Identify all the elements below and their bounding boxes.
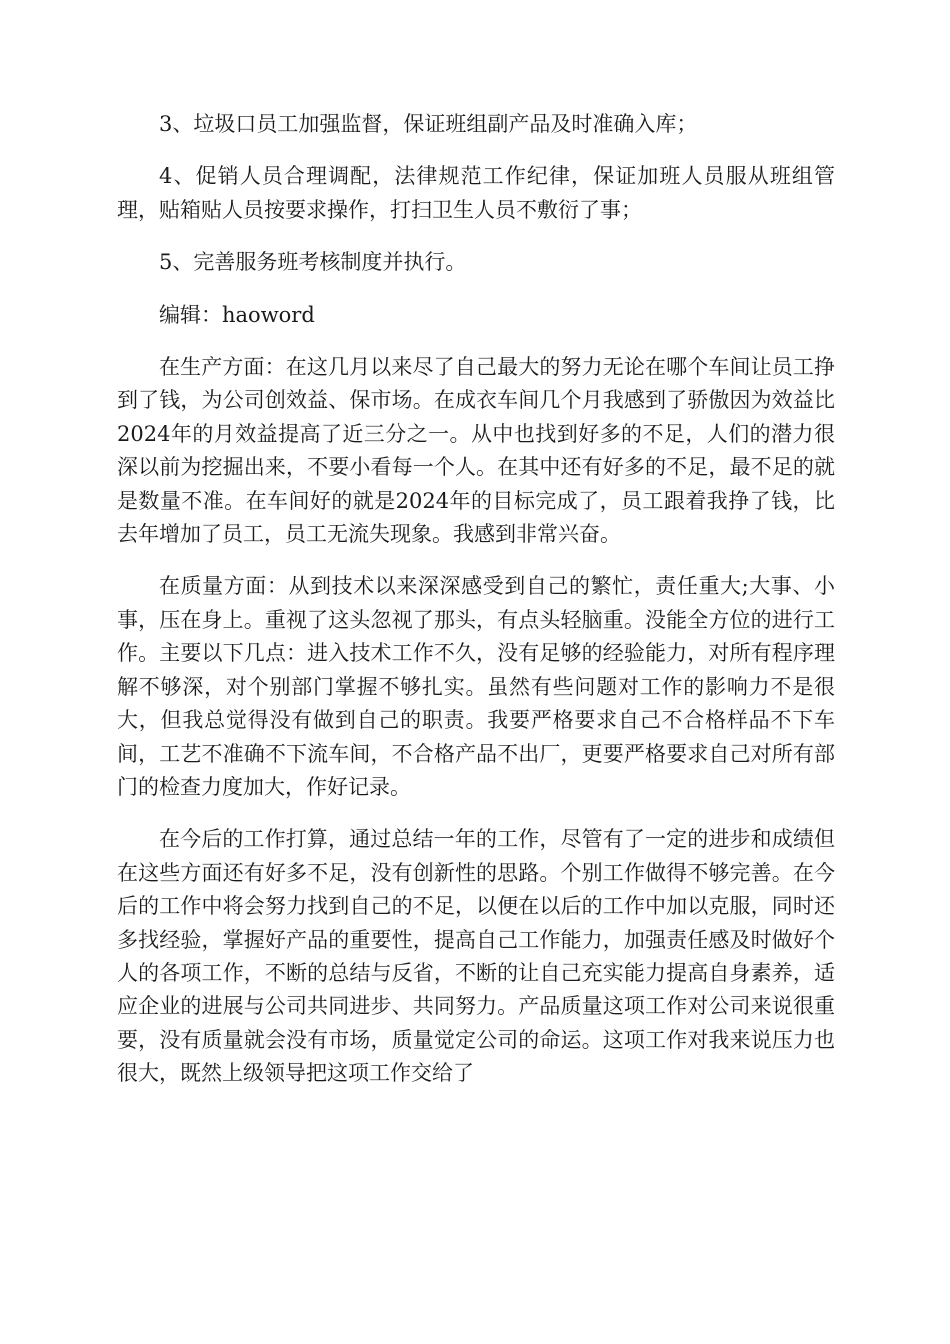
- paragraph-item-4: 4、促销人员合理调配，法律规范工作纪律，保证加班人员服从班组管理，贴箱贴人员按要求操作，打扫卫生人员不敷衍了事；: [117, 164, 835, 222]
- paragraph-item-3: 3、垃圾口员工加强监督，保证班组副产品及时准确入库；: [159, 112, 698, 136]
- paragraph-quality: 在质量方面：从到技术以来深深感受到自己的繁忙，责任重大;大事、小事，压在身上。重视了这头忽视了那头，有点头轻脑重。没能全方位的进行工作。主要以下几点：进入技术工作不久，没有足够的经验能力，对所有程序理解不够深，对个别部门掌握不够扎实。虽然有些问题对工作的影响力不是很大，但我总觉得没有做到自己的职责。我要严格要求自己不合格样品不下车间，工艺不准确不下流车间，不合格产品不出厂，更要严格要求自己对所有部门的检查力度加大，作好记录。: [117, 574, 835, 799]
- editor-line: 编辑：haoword: [159, 302, 315, 327]
- paragraph-future-plan: 在今后的工作打算，通过总结一年的工作，尽管有了一定的进步和成绩但在这些方面还有好多不足，没有创新性的思路。个别工作做得不够完善。在今后的工作中将会努力找到自己的不足，以便在以后的工作中加以克服，同时还多找经验，掌握好产品的重要性，提高自己工作能力，加强责任感及时做好个人的各项工作，不断的总结与反省，不断的让自己充实能力提高自身素养，适应企业的进展与公司共同进步、共同努力。产品质量这项工作对公司来说很重要，没有质量就会没有市场，质量觉定公司的命运。这项工作对我来说压力也很大，既然上级领导把这项工作交给了: [117, 827, 835, 1086]
- document-page: [117, 108, 835, 1110]
- paragraph-production: 在生产方面：在这几月以来尽了自己最大的努力无论在哪个车间让员工挣到了钱，为公司创效益、保市场。在成衣车间几个月我感到了骄傲因为效益比2024年的月效益提高了近三分之一。从中也找到好多的不足，人们的潜力很深以前为挖掘出来，不要小看每一个人。在其中还有好多的不足，最不足的就是数量不准。在车间好的就是2024年的目标完成了，员工跟着我挣了钱，比去年增加了员工，员工无流失现象。我感到非常兴奋。: [117, 355, 835, 547]
- paragraph-item-5: 5、完善服务班考核制度并执行。: [159, 250, 467, 275]
